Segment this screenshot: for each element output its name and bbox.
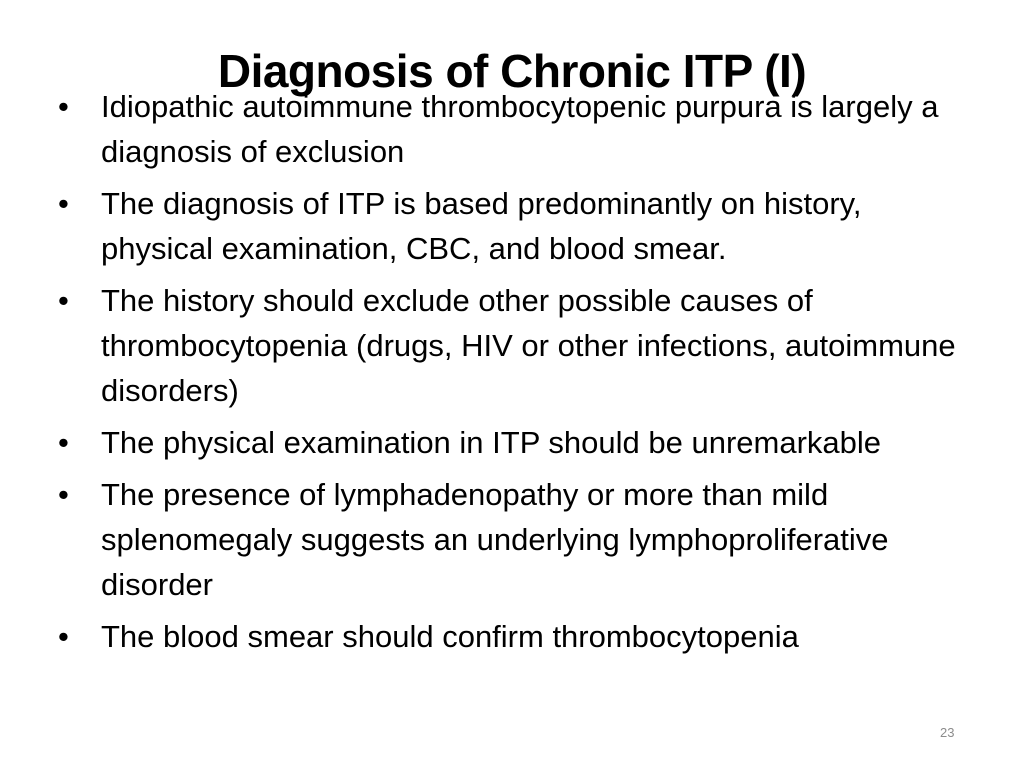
bullet-item [58, 84, 973, 174]
bullet-text: The history should exclude other possible causes of thrombocytopenia (drugs, HIV or other infections, autoimmune disorders) [101, 283, 956, 408]
bullet-text: The physical examination in ITP should be unremarkable [101, 425, 882, 460]
bullet-text: The blood smear should confirm thrombocytopenia [101, 619, 799, 654]
bullet-item [58, 420, 973, 465]
bullet-icon: • [58, 89, 69, 124]
bullet-icon: • [58, 186, 69, 221]
bullet-list [58, 84, 973, 659]
bullet-text: Idiopathic autoimmune thrombocytopenic purpura is largely a diagnosis of exclusion [101, 89, 939, 169]
bullet-item [58, 278, 973, 413]
bullet-text: The presence of lymphadenopathy or more than mild splenomegaly suggests an underlying lymphoproliferative disorder [101, 477, 889, 602]
slide-number: 23 [940, 725, 955, 740]
bullet-icon: • [58, 477, 69, 512]
bullet-item [58, 472, 973, 607]
slide-title: Diagnosis of Chronic ITP (I) [217, 44, 807, 97]
bullet-icon: • [58, 283, 69, 318]
bullet-text: The diagnosis of ITP is based predominantly on history, physical examination, CBC, and blood smear. [101, 186, 862, 266]
bullet-icon: • [58, 619, 69, 654]
bullet-item [58, 181, 973, 271]
bullet-icon: • [58, 425, 69, 460]
bullet-item [58, 614, 973, 659]
